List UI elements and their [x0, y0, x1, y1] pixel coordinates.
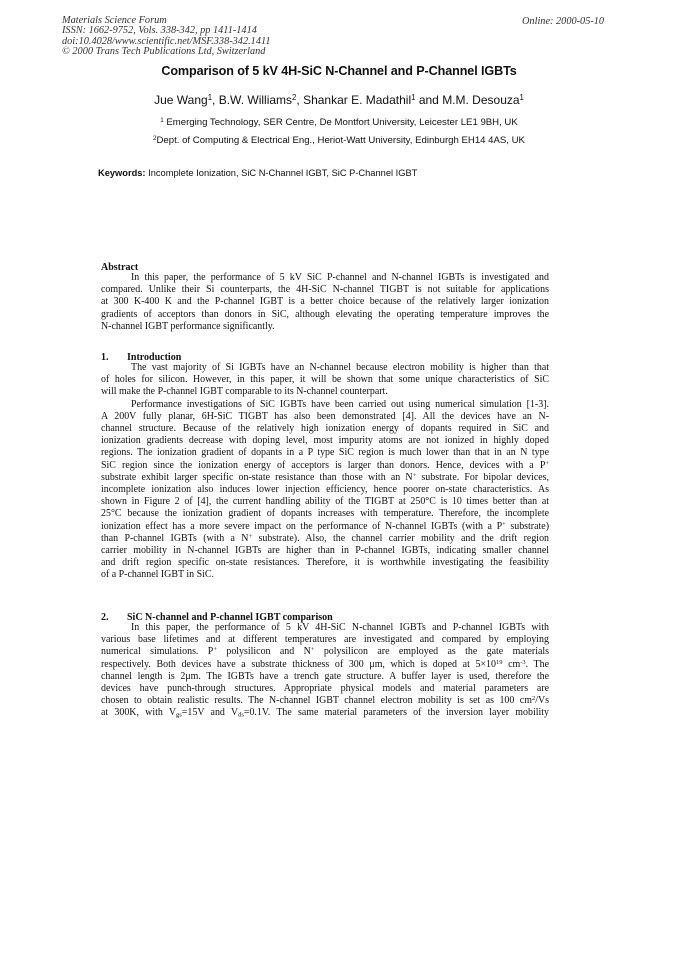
text-span: SiC region since the ionization energy of acceptors is larger than donors. Hence, devices with a P [101, 459, 546, 471]
text-line: of holes for silicon. However, in this paper, it will be shown that some unique characteristics of SiC [101, 374, 549, 386]
copyright-line: © 2000 Trans Tech Publications Ltd, Switzerland [62, 46, 266, 58]
journal-header [62, 16, 271, 58]
text-span: ionization effect has a more severe impact on the performance of N-channel IGBTs (with a P [101, 520, 503, 532]
superscript: -3 [520, 658, 526, 666]
text-line: A 200V fully planar, 6H-SiC TIGBT has also been demonstrated [4]. All the devices have an N- [101, 410, 549, 422]
section-body [101, 622, 549, 720]
text-span: /Vs [535, 695, 549, 707]
subscript: gs [176, 712, 182, 720]
superscript: 2 [531, 695, 536, 702]
author-name: M.M. Desouza [442, 93, 520, 107]
text-span: polysilicon are employed as the gate materials [314, 646, 549, 658]
text-line: incomplete ionization also induces lower injection efficiency, hence poorer on-state characteristics. As [101, 484, 549, 496]
text-line: N-channel IGBT performance significantly. [101, 320, 275, 332]
author-affil-mark: 1 [519, 93, 524, 103]
text-line: and drift region specific on-state resistances. Therefore, it is worthwhile investigating the feasibility [101, 557, 549, 569]
abstract-body [101, 272, 549, 333]
text-span: The same material parameters of the inversion layer mobility [276, 707, 549, 719]
affiliation-text: Emerging Technology, SER Centre, De Montfort University, Leicester LE1 9BH, UK [166, 117, 518, 128]
text-span: =15V and V [181, 707, 239, 719]
text-line: Performance investigations of SiC IGBTs have been carried out using numerical simulation [1-3]. [131, 398, 549, 410]
keywords-text: Incomplete Ionization, SiC N-Channel IGBT, SiC P-Channel IGBT [148, 168, 418, 178]
text-span: respectively. Both devices have a substrate thickness of 300 μm, which is doped at 5×10 [101, 658, 496, 670]
affiliation-text: Dept. of Computing & Electrical Eng., Heriot-Watt University, Edinburgh EH14 4AS, UK [156, 135, 525, 146]
text-line [101, 659, 549, 671]
section-number: 1. [101, 352, 109, 363]
superscript: 19 [495, 658, 503, 666]
text-line: various base lifetimes and at different temperatures are investigated and compared by employing [101, 634, 549, 646]
superscript: + [310, 646, 315, 654]
author-name: Shankar E. Madathil [303, 93, 412, 107]
author-name: B.W. Williams [218, 93, 293, 107]
text-line [101, 472, 549, 484]
affiliation [0, 135, 678, 146]
affiliation-mark: 2 [153, 134, 157, 142]
text-span: =0.1V. [243, 707, 277, 719]
text-line [101, 646, 549, 658]
keywords [98, 168, 417, 178]
author-affil-mark: 1 [411, 93, 416, 103]
text-line: In this paper, the performance of 5 kV SiC P-channel and N-channel IGBTs is investigated and [131, 272, 549, 283]
author-conjunction: and [418, 93, 439, 107]
text-line: channel length is 2μm. The IGBTs have a trench gate structure. A buffer layer is used, therefore the [101, 670, 549, 682]
section-number: 2. [101, 612, 109, 623]
text-line [101, 521, 549, 533]
text-span: chosen to obtain realistic results. The N-channel IGBT channel electron mobility is set as 100 cm [101, 695, 532, 707]
section-title: SiC N-channel and P-channel IGBT comparison [127, 612, 333, 623]
text-line: devices have punch-through structures. Appropriate physical models and material parameters are [101, 683, 549, 695]
superscript: + [412, 471, 417, 479]
online-date: Online: 2000-05-10 [522, 16, 605, 27]
superscript: + [248, 532, 253, 540]
text-span: substrate). Also, the channel carrier mobility and the drift region [252, 532, 550, 544]
superscript: + [502, 520, 506, 528]
author-affil-mark: 1 [207, 93, 213, 103]
section-body [101, 362, 549, 582]
text-span: than P-channel IGBTs (with a N [101, 532, 249, 544]
text-line: will make the P-channel IGBT comparable to its N-channel counterpart. [101, 386, 388, 398]
text-line [101, 533, 549, 545]
author-name: Jue Wang [154, 93, 208, 107]
issn-line: ISSN: 1662-9752, Vols. 338-342, pp 1411-1414 [62, 25, 257, 37]
text-span: numerical simulations. P [101, 646, 214, 658]
abstract-heading: Abstract [101, 262, 139, 273]
paper-title: Comparison of 5 kV 4H-SiC N-Channel and P-Channel IGBTs [161, 64, 517, 78]
superscript: + [545, 459, 549, 467]
text-line: shown in Figure 2 of [4], the current handling ability of the TIGBT at 250°C is 10 times better than at [101, 496, 549, 508]
subscript: ds [238, 712, 244, 720]
author-list: Jue Wang$^1$, B.W. Williams$^2$, Shankar E. Madathil$^1$ and M.M. Desouza$^1$ [154, 93, 524, 107]
text-line: regions. The ionization gradient of dopants in a P type SiC region is much lower than that in an N type [101, 447, 549, 459]
text-span: substrate exhibit larger specific on-state resistance than those with an N [101, 471, 413, 483]
text-line [101, 707, 549, 719]
text-line: In this paper, the performance of 5 kV 4H-SiC N-channel IGBTs and P-channel IGBTs with [131, 622, 549, 633]
superscript: + [213, 646, 217, 654]
text-line: compared. Unlike their Si counterparts, the 4H-SiC N-channel TIGBT is not suitable for applications [101, 284, 549, 296]
affiliation-mark: 1 [160, 116, 164, 124]
author-affil-mark: 2 [292, 93, 297, 103]
text-line [101, 460, 549, 472]
text-line: carrier mobility in N-channel IGBTs are higher than in P-channel IGBTs, indicating smaller channel [101, 545, 549, 557]
text-line [101, 695, 549, 707]
text-line: of a P-channel IGBT in SiC. [101, 569, 214, 581]
text-line: channel structure. Because of the relatively high ionization energy of dopants required in SiC and [101, 423, 549, 435]
text-span: at 300K, with V [101, 707, 177, 719]
text-line: 25°C because the ionization gradient of dopants increases with temperature. Therefore, the incomplete [101, 508, 549, 520]
text-line: at 300 K-400 K and the P-channel IGBT is a better choice because of the relatively larger ionization [101, 296, 549, 308]
text-line: ionization gradients decrease with doping level, most impurity atoms are not ionized in highly doped [101, 435, 549, 447]
text-span: cm [502, 658, 521, 670]
text-span: polysilicon and N [216, 646, 311, 658]
journal-name: Materials Science Forum [62, 15, 167, 26]
affiliation [0, 117, 678, 128]
section-title: Introduction [127, 352, 182, 363]
keywords-label: Keywords: [98, 168, 146, 178]
text-line: The vast majority of Si IGBTs have an N-channel because electron mobility is higher than that [131, 362, 549, 373]
doi-link[interactable]: doi:10.4028/www.scientific.net/MSF.338-342.1411 [62, 35, 271, 47]
text-line: gradients of acceptors than donors in SiC, although elevating the operating temperature improves the [101, 308, 549, 320]
text-span: substrate. For bipolar devices, [416, 471, 549, 483]
text-span: . The [525, 658, 550, 670]
text-span: substrate) [505, 520, 549, 532]
